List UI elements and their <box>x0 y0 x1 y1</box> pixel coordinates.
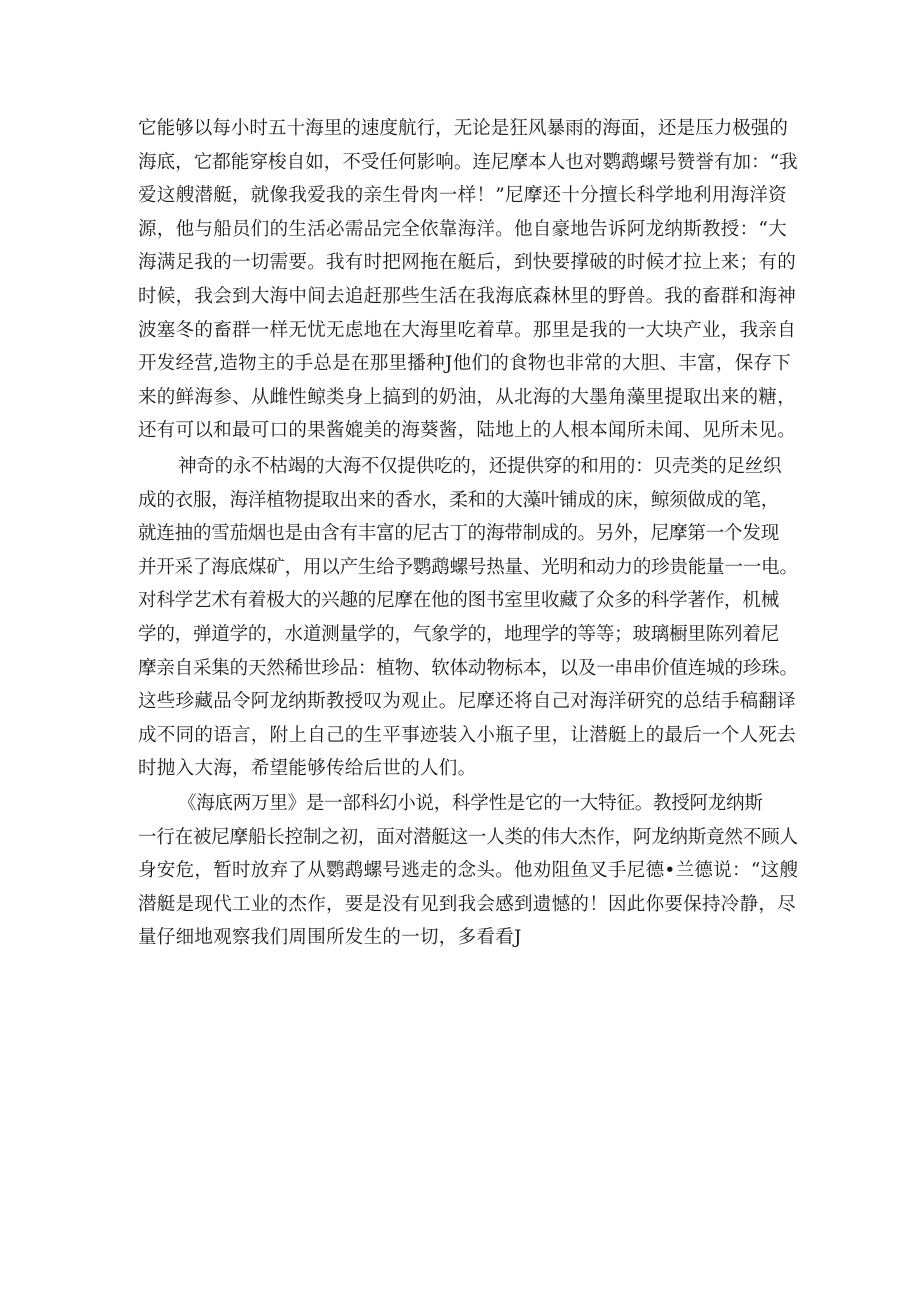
paragraph-line: 海满足我的一切需要。我有时把网拖在艇后，到快要撑破的时候才拉上来；有的 <box>138 252 797 274</box>
paragraph-line: 爱这艘潜艇，就像我爱我的亲生骨肉一样！”尼摩还十分擅长科学地利用海洋资 <box>138 185 787 207</box>
paragraph-line: 开发经营,造物主的手总是在那里播种J他们的食物也非常的大胆、丰富，保存下 <box>138 353 792 375</box>
paragraph-line: 并开采了海底煤矿，用以产生给予鹦鹉螺号热量、光明和动力的珍贵能量一一电。 <box>138 556 798 578</box>
paragraph-line: 一行在被尼摩船长控制之初，面对潜艇这一人类的伟大杰作，阿龙纳斯竟然不顾人 <box>138 826 798 848</box>
paragraph-line: 量仔细地观察我们周围所发生的一切，多看看J <box>138 927 522 949</box>
paragraph-line: 这些珍藏品令阿龙纳斯教授叹为观止。尼摩还将自己对海洋研究的总结手稿翻译 <box>138 691 797 713</box>
paragraph-line: 时抛入大海，希望能够传给后世的人们。 <box>138 758 477 780</box>
paragraph-1 <box>138 112 798 448</box>
paragraph-line: 就连抽的雪茄烟也是由含有丰富的尼古丁的海带制成的。另外，尼摩第一个发现 <box>138 523 780 545</box>
paragraph-3 <box>138 787 798 955</box>
paragraph-line: 波塞冬的畜群一样无忧无虑地在大海里吃着草。那里是我的一大块产业，我亲自 <box>138 319 797 341</box>
paragraph-line: 潜艇是现代工业的杰作，要是没有见到我会感到遗憾的！因此你要保持冷静，尽 <box>138 893 797 915</box>
paragraph-line: 对科学艺术有着极大的兴趣的尼摩在他的图书室里收藏了众多的科学著作，机械 <box>138 590 780 612</box>
paragraph-line: 时候，我会到大海中间去追赶那些生活在我海底森林里的野兽。我的畜群和海神 <box>138 285 797 307</box>
paragraph-line: 源，他与船员们的生活必需品完全依靠海洋。他自豪地告诉阿龙纳斯教授：“大 <box>138 218 787 240</box>
paragraph-line: 海底，它都能穿梭自如，不受任何影响。连尼摩本人也对鹦鹉螺号赞誉有加：“我 <box>138 151 798 173</box>
paragraph-line: 神奇的永不枯竭的大海不仅提供吃的，还提供穿的和用的：贝壳类的足丝织 <box>178 456 782 477</box>
paragraph-line: 来的鲜海参、从雌性鲸类身上搞到的奶油，从北海的大墨角藻里提取出来的糖， <box>138 386 797 408</box>
paragraph-2 <box>138 450 798 786</box>
paragraph-line: 成的衣服，海洋植物提取出来的香水，柔和的大藻叶铺成的床，鲸须做成的笔， <box>138 489 780 511</box>
paragraph-line: 《海底两万里》是一部科幻小说，科学性是它的一大特征。教授阿龙纳斯 <box>178 793 763 814</box>
paragraph-line: 身安危，暂时放弃了从鹦鹉螺号逃走的念头。他劝阻鱼叉手尼德•兰德说：“这艘 <box>138 860 799 882</box>
paragraph-line: 它能够以每小时五十海里的速度航行，无论是狂风暴雨的海面，还是压力极强的 <box>138 118 789 139</box>
paragraph-line: 还有可以和最可口的果酱媲美的海葵酱，陆地上的人根本闻所未闻、见所未见。 <box>138 420 797 442</box>
paragraph-line: 摩亲自采集的天然稀世珍品：植物、软体动物标本，以及一串串价值连城的珍珠。 <box>138 657 798 679</box>
paragraph-line: 成不同的语言，附上自己的生平事迹装入小瓶子里，让潜艇上的最后一个人死去 <box>138 724 797 746</box>
paragraph-line: 学的，弹道学的，水道测量学的，气象学的，地理学的等等；玻璃橱里陈列着尼 <box>138 623 780 645</box>
